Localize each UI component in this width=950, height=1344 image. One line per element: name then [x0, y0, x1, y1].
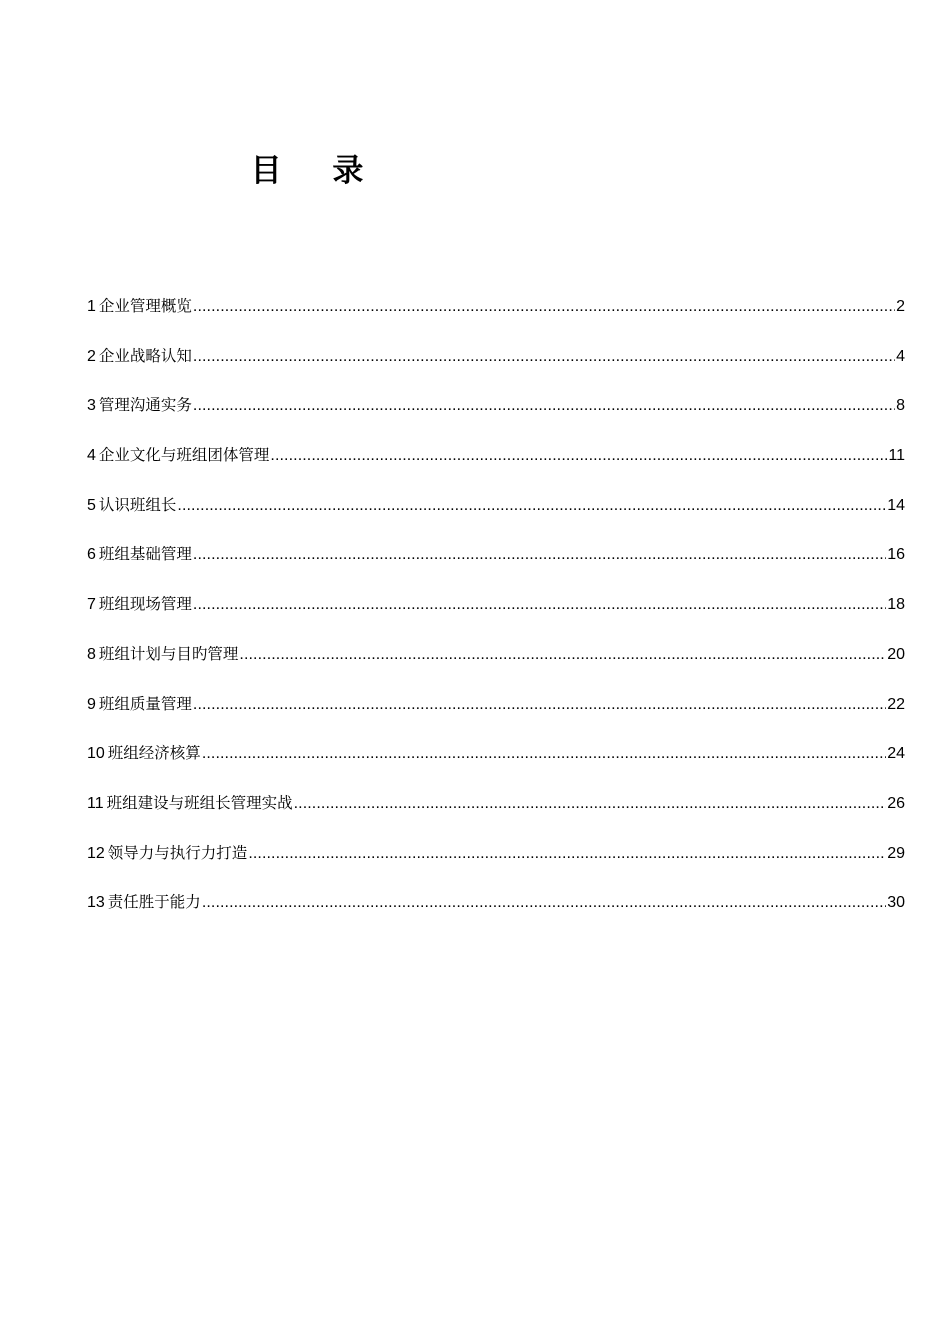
toc-entry-title: 领导力与执行力打造	[107, 843, 248, 862]
toc-entry-page: 11	[888, 447, 905, 465]
toc-entry-page: 30	[887, 894, 905, 912]
toc-entry[interactable]	[87, 342, 905, 392]
toc-entry-page: 24	[887, 745, 905, 763]
toc-entry-number: 3	[87, 397, 96, 415]
dot-leader	[193, 591, 886, 619]
toc-entry-title: 责任胜于能力	[107, 893, 201, 912]
toc-entry-title: 班组计划与目旳管理	[98, 644, 239, 663]
toc-entry-number: 12	[87, 844, 105, 862]
dot-leader	[193, 392, 895, 420]
toc-entry[interactable]	[87, 391, 905, 441]
toc-entry-number: 7	[87, 596, 96, 614]
toc-entry-number: 13	[87, 894, 105, 912]
dot-leader	[270, 442, 887, 470]
toc-entry-page: 4	[896, 347, 905, 365]
dot-leader	[193, 343, 895, 371]
toc-entry-page: 8	[896, 397, 905, 415]
toc-entry-title: 班组基础管理	[98, 545, 192, 564]
toc-entry-number: 9	[87, 695, 96, 713]
dot-leader	[193, 691, 886, 719]
toc-entry[interactable]	[87, 590, 905, 640]
toc-entry-title: 班组建设与班组长管理实战	[106, 793, 293, 812]
toc-entry-number: 4	[87, 447, 96, 465]
toc-entry-title: 企业战略认知	[98, 346, 192, 365]
toc-entry-page: 20	[887, 645, 905, 663]
dot-leader	[248, 840, 886, 868]
toc-entry[interactable]	[87, 640, 905, 690]
toc-entry-number: 10	[87, 745, 105, 763]
toc-entry-title: 企业管理概览	[98, 297, 192, 315]
toc-entry-page: 14	[887, 496, 905, 514]
toc-entry-number: 11	[87, 794, 104, 812]
toc-entry-title: 班组现场管理	[98, 595, 192, 614]
toc-entry-number: 6	[87, 546, 96, 564]
toc-entry[interactable]	[87, 739, 905, 789]
toc-entry[interactable]	[87, 292, 905, 342]
dot-leader	[294, 790, 887, 818]
toc-entry-page: 26	[887, 794, 905, 812]
toc-entry-title: 认识班组长	[98, 495, 177, 514]
toc-entry-page: 29	[887, 844, 905, 862]
toc-entry-page: 2	[896, 298, 905, 315]
toc-entry-title: 班组质量管理	[98, 694, 192, 713]
toc-entry[interactable]	[87, 441, 905, 491]
dot-leader	[177, 492, 886, 520]
toc-entry[interactable]	[87, 690, 905, 740]
toc-entry-page: 16	[887, 546, 905, 564]
toc-entry[interactable]	[87, 789, 905, 839]
toc-entry-page: 18	[887, 596, 905, 614]
toc-entry-title: 企业文化与班组团体管理	[98, 446, 270, 465]
toc-entry-number: 2	[87, 347, 96, 365]
dot-leader	[202, 740, 886, 768]
toc-entry[interactable]	[87, 491, 905, 541]
toc-entry[interactable]	[87, 540, 905, 590]
toc-entry-number: 8	[87, 645, 96, 663]
toc-entry-title: 班组经济核算	[107, 744, 201, 763]
dot-leader	[239, 641, 886, 669]
page-title: 目 录	[250, 152, 384, 189]
dot-leader	[193, 293, 895, 321]
toc-entry[interactable]	[87, 839, 905, 889]
table-of-contents	[87, 292, 905, 938]
dot-leader	[193, 541, 886, 569]
toc-entry-title: 管理沟通实务	[98, 396, 192, 415]
toc-entry[interactable]	[87, 888, 905, 938]
toc-entry-number: 1	[87, 298, 96, 315]
dot-leader	[202, 889, 886, 917]
toc-entry-page: 22	[887, 695, 905, 713]
toc-entry-number: 5	[87, 496, 96, 514]
